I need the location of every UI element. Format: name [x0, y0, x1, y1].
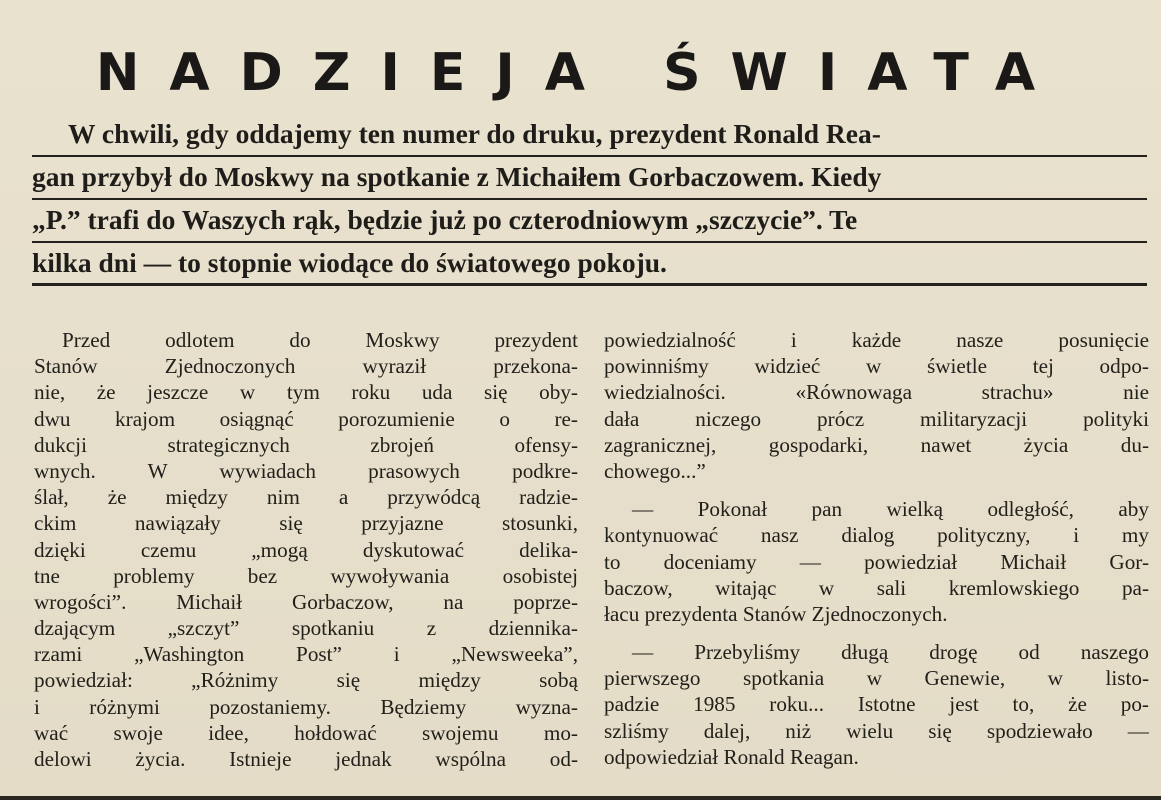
article-column-right [604, 327, 1149, 770]
text-line: to doceniamy — powiedział Michaił Gor- [604, 549, 1149, 574]
text-line: i różnymi pozostaniemy. Będziemy wyzna- [34, 694, 578, 719]
text-line: pierwszego spotkania w Genewie, w listo- [604, 666, 1149, 691]
body-paragraph [604, 327, 1149, 484]
lead-line: kilka dni — to stopnie wiodące do światowego pokoju. [32, 243, 1147, 286]
article-column-left [34, 327, 578, 772]
text-line: powiedzialność i każde nasze posunięcie [604, 328, 1149, 352]
text-line: wnych. W wywiadach prasowych podkre- [34, 458, 578, 483]
text-line: padzie 1985 roku... Istotne jest to, że po- [604, 692, 1149, 717]
lead-line: W chwili, gdy oddajemy ten numer do druku, prezydent Ronald Rea- [32, 114, 1147, 157]
text-line: ślał, że między nim a przywódcą radzie- [34, 485, 578, 510]
body-paragraph [34, 327, 578, 772]
text-line: szliśmy dalej, niż wielu się spodziewało — [604, 718, 1149, 743]
text-line: dwu krajom osiągnąć porozumienie o re- [34, 406, 578, 431]
text-line: — Przebyliśmy długą drogę od naszego [632, 640, 1149, 665]
text-line: Przed odlotem do Moskwy prezydent [62, 328, 578, 352]
text-line: nie, że jeszcze w tym roku uda się oby- [34, 380, 578, 405]
text-line: łacu prezydenta Stanów Zjednoczonych. [604, 601, 948, 626]
text-line: powiedział: „Różnimy się między sobą [34, 668, 578, 693]
text-line: wiedzialności. «Równowaga strachu» nie [604, 380, 1149, 405]
lead-line: „P.” trafi do Waszych rąk, będzie już po czterodniowym „szczycie”. Te [32, 200, 1147, 243]
article-title: NADZIEJA ŚWIATA [95, 43, 1066, 103]
text-line: dzającym „szczyt” spotkaniu z dziennika- [34, 616, 578, 641]
text-line: dała niczego prócz militaryzacji polityki [604, 406, 1149, 431]
text-line: odpowiedział Ronald Reagan. [604, 744, 859, 769]
text-line: dzięki czemu „mogą dyskutować delika- [34, 537, 578, 562]
lead-line: gan przybył do Moskwy na spotkanie z Michaiłem Gorbaczowem. Kiedy [32, 157, 1147, 200]
text-line: tne problemy bez wywoływania osobistej [34, 563, 578, 588]
text-line: rzami „Washington Post” i „Newsweeka”, [34, 642, 578, 667]
body-paragraph [604, 496, 1149, 627]
article-lead [32, 114, 1147, 286]
text-line: wrogości”. Michaił Gorbaczow, na poprze- [34, 589, 578, 614]
text-line: baczow, witając w sali kremlowskiego pa- [604, 575, 1149, 600]
text-line: chowego...” [604, 458, 706, 483]
text-line: Stanów Zjednoczonych wyraził przekona- [34, 354, 578, 379]
text-line: wać swoje idee, hołdować swojemu mo- [34, 720, 578, 745]
text-line: powinniśmy widzieć w świetle tej odpo- [604, 354, 1149, 379]
text-line: dukcji strategicznych zbrojeń ofensy- [34, 432, 578, 457]
bottom-divider [0, 796, 1161, 800]
text-line: ckim nawiązały się przyjazne stosunki, [34, 511, 578, 536]
text-line: delowi życia. Istnieje jednak wspólna od- [34, 747, 578, 771]
text-line: kontynuować nasz dialog polityczny, i my [604, 523, 1149, 548]
text-line: — Pokonał pan wielką odległość, aby [632, 497, 1149, 522]
body-paragraph [604, 639, 1149, 770]
text-line: zagranicznej, gospodarki, nawet życia du- [604, 432, 1149, 457]
